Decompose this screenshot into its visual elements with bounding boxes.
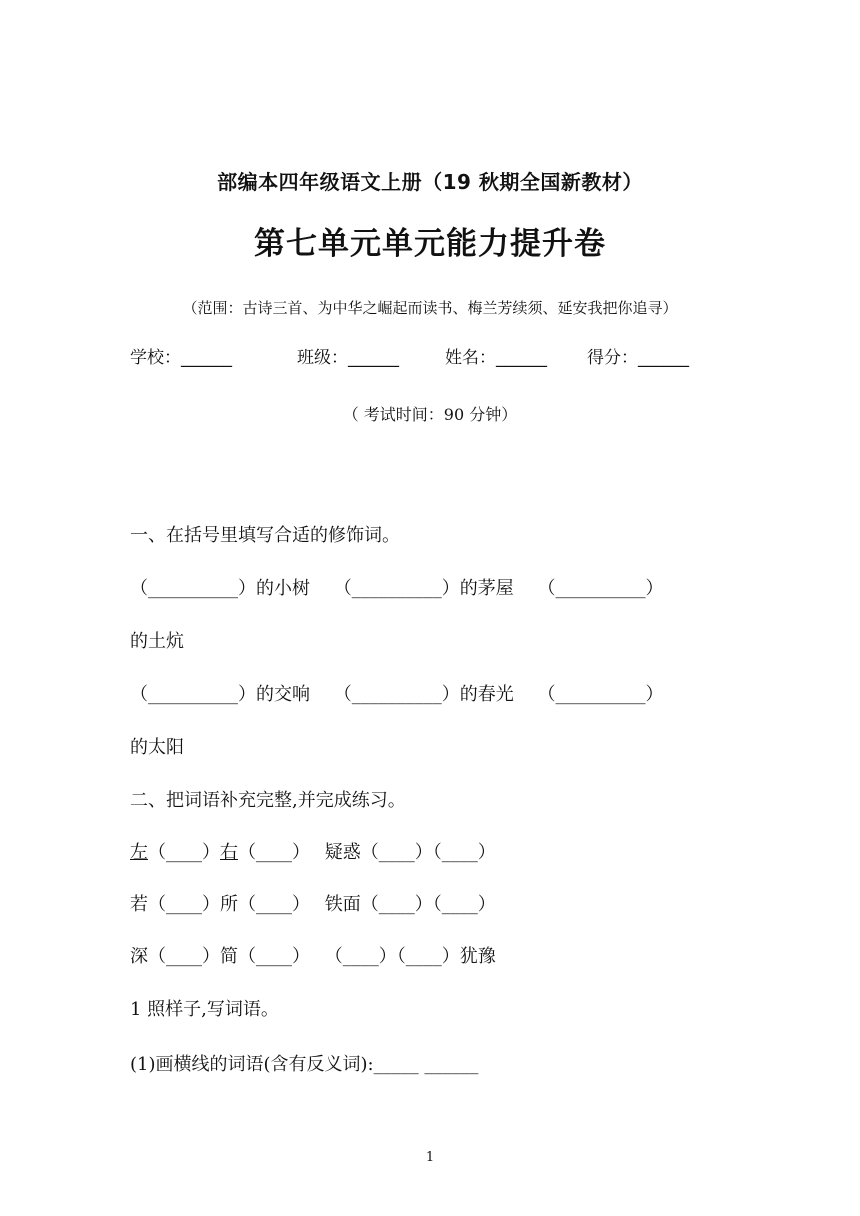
page-number: 1 (425, 1150, 435, 1165)
question-2-subheading: 1 照样子,写词语。 (130, 999, 279, 1020)
question-2-line: 深（____）简（____） （____）（____）犹豫 (130, 946, 496, 967)
question-2-line: 若（____）所（____） 铁面（____）（____） (130, 894, 496, 915)
question-2-subitem: (1)画横线的词语(含有反义词):_____ ______ (130, 1054, 479, 1075)
document-title: 第七单元单元能力提升卷 (254, 226, 606, 262)
question-1-heading: 一、在括号里填写合适的修饰词。 (130, 525, 400, 546)
question-1-line: （__________）的小树 （__________）的茅屋 （__________） (130, 578, 664, 599)
class-field: 班级：______ (297, 348, 399, 368)
blank: （____） 疑惑（____）（____） (238, 842, 496, 863)
question-1-line: （__________）的交响 （__________）的春光 （__________） (130, 684, 664, 705)
question-1-line: 的土炕 (130, 631, 184, 652)
score-field: 得分：______ (587, 348, 689, 368)
question-1-line: 的太阳 (130, 737, 184, 758)
exam-time: （ 考试时间：90 分钟） (342, 405, 518, 424)
underlined-word: 左 (130, 842, 148, 863)
blank: （____） (148, 842, 220, 863)
question-2-line (130, 838, 496, 864)
question-2-heading: 二、把词语补充完整,并完成练习。 (130, 790, 406, 811)
underlined-word: 右 (220, 842, 238, 863)
document-subtitle: 部编本四年级语文上册（19 秋期全国新教材） (217, 170, 643, 194)
name-field: 姓名：______ (445, 348, 547, 368)
school-field: 学校：______ (130, 348, 232, 368)
exam-scope: （范围：古诗三首、为中华之崛起而读书、梅兰芳续须、延安我把你追寻） (182, 299, 678, 317)
